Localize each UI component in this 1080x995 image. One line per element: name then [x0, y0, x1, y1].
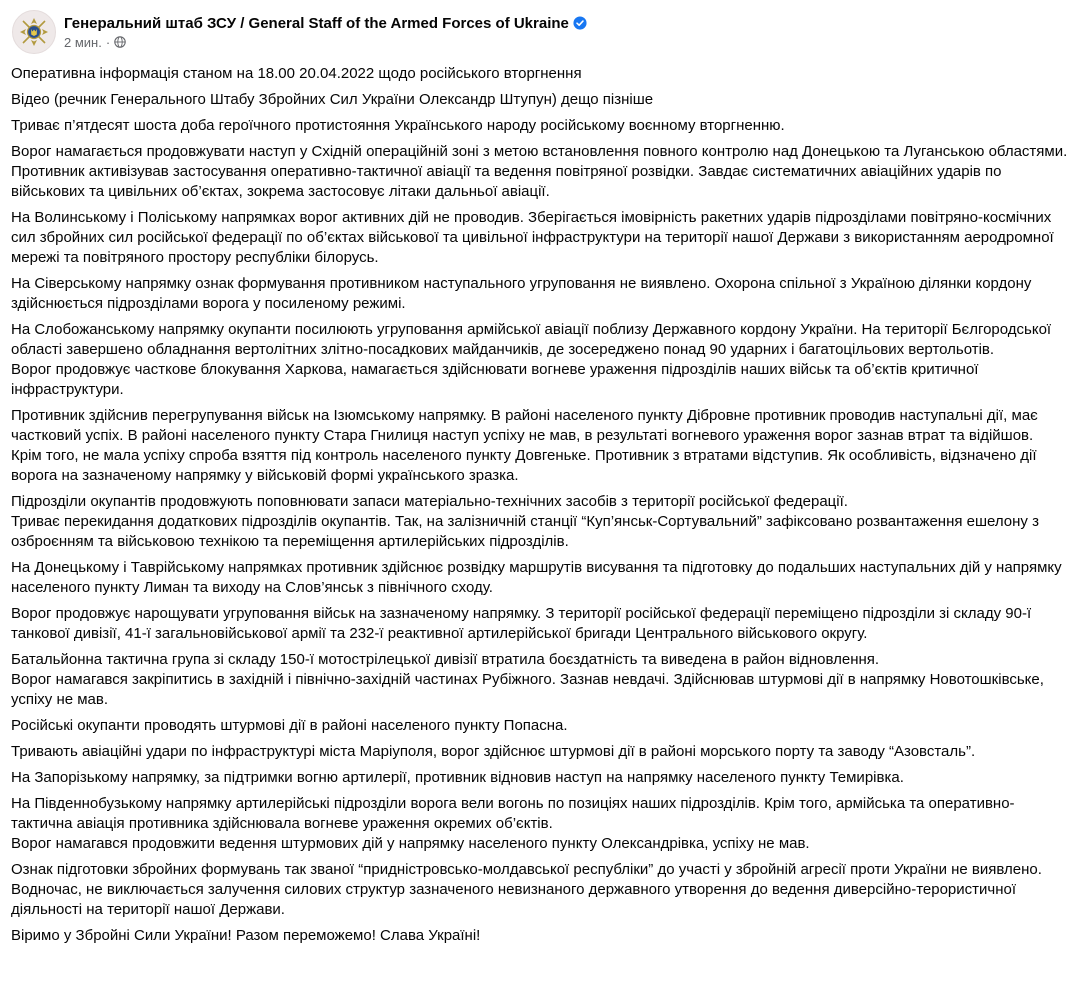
- post-paragraph: [11, 116, 1069, 136]
- post-paragraph-line: Ворог намагався закріпитись в західній і північно-західній частинах Рубіжного. Зазнав невдачі. Здійснював штурмові дії в напрямку Новотошківське, успіху не мав.: [11, 671, 1044, 708]
- post-paragraph-line: Оперативна інформація станом на 18.00 20.04.2022 щодо російського вторгнення: [11, 65, 582, 82]
- post-paragraph-line: Ворог продовжує нарощувати угруповання військ на зазначеному напрямку. З території російської федерації переміщено підрозділи зі складу 90-ї танкової дивізії, 41-ї загальновійськової армії та 232-ї реактивної артилерійської бригади Центрального військового округу.: [11, 605, 1032, 642]
- post-paragraph: [11, 274, 1069, 314]
- post-meta: [64, 15, 587, 50]
- general-staff-emblem-icon: [17, 15, 51, 49]
- post-paragraph: [11, 90, 1069, 110]
- post-paragraph: [11, 406, 1069, 486]
- post-paragraph-line: Тривають авіаційні удари по інфраструктурі міста Маріуполя, ворог здійснює штурмові дії в районі морського порту та заводу “Азовсталь”.: [11, 743, 976, 760]
- post-paragraph: [11, 716, 1069, 736]
- post-header: [12, 10, 587, 54]
- post-paragraph-line: Ворог продовжує часткове блокування Харкова, намагається здійснювати вогневе ураження підрозділів наших військ та об’єктів критичної інфраструктури.: [11, 361, 979, 398]
- post-paragraph-line: На Слобожанському напрямку окупанти посилюють угруповання армійської авіації поблизу Державного кордону України. На території Бєлгородської області завершено обладнання вертолітних злітно-посадкових майданчиків, де зосереджено понад 90 ударних і багатоцільових вертольотів.: [11, 321, 1052, 358]
- post-paragraph: [11, 208, 1069, 268]
- page-name-row: [64, 15, 587, 32]
- post-paragraph-line: На Сіверському напрямку ознак формування противником наступального угруповання не виявлено. Охорона спільної з Україною ділянки кордону здійснюється підрозділами ворога у посиленому режимі.: [11, 275, 1032, 312]
- post-paragraph-line: Російські окупанти проводять штурмові дії в районі населеного пункту Попасна.: [11, 717, 568, 734]
- post-paragraph-line: Ворог намагався продовжити ведення штурмових дій у напрямку населеного пункту Олександрівка, успіху не мав.: [11, 835, 810, 852]
- verified-badge-icon: [573, 16, 587, 30]
- post-paragraph-line: Триває перекидання додаткових підрозділів окупантів. Так, на залізничній станції “Куп’янськ-Сортувальний” зафіксовано розвантаження ешелону з озброєнням та військовою технікою та переміщення артилерійських підрозділів.: [11, 513, 1039, 550]
- post-paragraph-line: Ворог намагається продовжувати наступ у Східній операційній зоні з метою встановлення повного контролю над Донецькою та Луганською областями. Противник активізував застосування оперативно-тактичної авіації та ведення повітряної розвідки. Завдає систематичних авіаційних ударів по військових та цивільних об’єктах, зокрема застосовує літаки дальньої авіації.: [11, 143, 1068, 200]
- post-paragraph: [11, 794, 1069, 854]
- post-paragraph-line: На Донецькому і Таврійському напрямках противник здійснює розвідку маршрутів висування та підготовку до подальших наступальних дій у напрямку населеного пункту Лиман та виходу на Слов’янськ з північного сходу.: [11, 559, 1062, 596]
- post-paragraph: [11, 142, 1069, 202]
- separator-dot: ·: [105, 34, 111, 50]
- post-paragraph: [11, 768, 1069, 788]
- post-paragraph-line: На Волинському і Поліському напрямках ворог активних дій не проводив. Зберігається імовірність ракетних ударів підрозділами повітряно-космічних сил збройних сил російської федерації по об’єктах військової та цивільної інфраструктури на території нашої Держави з використанням аеродромної мережі та повітряного простору республіки білорусь.: [11, 209, 1054, 266]
- post-paragraph-line: Відео (речник Генерального Штабу Збройних Сил України Олександр Штупун) дещо пізніше: [11, 91, 654, 108]
- post-paragraph-line: На Запорізькому напрямку, за підтримки вогню артилерії, противник відновив наступ на напрямку населеного пункту Темирівка.: [11, 769, 904, 786]
- page-name-link[interactable]: Генеральний штаб ЗСУ / General Staff of the Armed Forces of Ukraine: [64, 14, 569, 32]
- globe-icon[interactable]: [114, 36, 126, 48]
- post-paragraph-line: Батальйонна тактична група зі складу 150-ї мотострілецької дивізії втратила боєздатність та виведена в район відновлення.: [11, 651, 880, 668]
- post-paragraph: [11, 742, 1069, 762]
- post-paragraph: [11, 64, 1069, 84]
- post-paragraph-line: Триває п’ятдесят шоста доба героїчного протистояння Українського народу російському воєнному вторгненню.: [11, 117, 785, 134]
- post-paragraph: [11, 650, 1069, 710]
- post-paragraph: [11, 604, 1069, 644]
- post-paragraph: [11, 558, 1069, 598]
- post-paragraph-line: Противник здійснив перегрупування військ на Ізюмському напрямку. В районі населеного пункту Дібровне противник проводив наступальні дії, має частковий успіх. В районі населеного пункту Стара Гнилиця наступ успіху не мав, в результаті вогневого ураження ворог зазнав втрат та відійшов.: [11, 407, 1038, 444]
- post-text: [11, 64, 1069, 952]
- post-time-row: [64, 35, 587, 50]
- post-paragraph-line: Віримо у Збройні Сили України! Разом переможемо! Слава Україні!: [11, 927, 481, 944]
- page-avatar[interactable]: [12, 10, 56, 54]
- post-paragraph: [11, 926, 1069, 946]
- post-timestamp[interactable]: 2 мин.: [64, 34, 102, 50]
- post-paragraph: [11, 492, 1069, 552]
- post-paragraph-line: Підрозділи окупантів продовжують поповнювати запаси матеріально-технічних засобів з території російської федерації.: [11, 493, 848, 510]
- post-paragraph-line: Ознак підготовки збройних формувань так званої “придністровсько-молдавської республіки” до участі у збройній агресії проти України не виявлено. Водночас, не виключається залучення силових структур зазначеного невизнаного державного утворення до ведення диверсійно-терористичної діяльності на території нашої Держави.: [11, 861, 1042, 918]
- post-paragraph-line: На Південнобузькому напрямку артилерійські підрозділи ворога вели вогонь по позиціях наших підрозділів. Крім того, армійська та оперативно-тактична авіація противника здійснювала вогневе ураження окремих об’єктів.: [11, 795, 1015, 832]
- post-paragraph: [11, 320, 1069, 400]
- post-paragraph-line: Крім того, не мала успіху спроба взяття під контроль населеного пункту Довгеньке. Противник з втратами відступив. Як особливість, відзначено дії ворога на зазначеному напрямку у військовій формі українського зразка.: [11, 447, 1037, 484]
- post-paragraph: [11, 860, 1069, 920]
